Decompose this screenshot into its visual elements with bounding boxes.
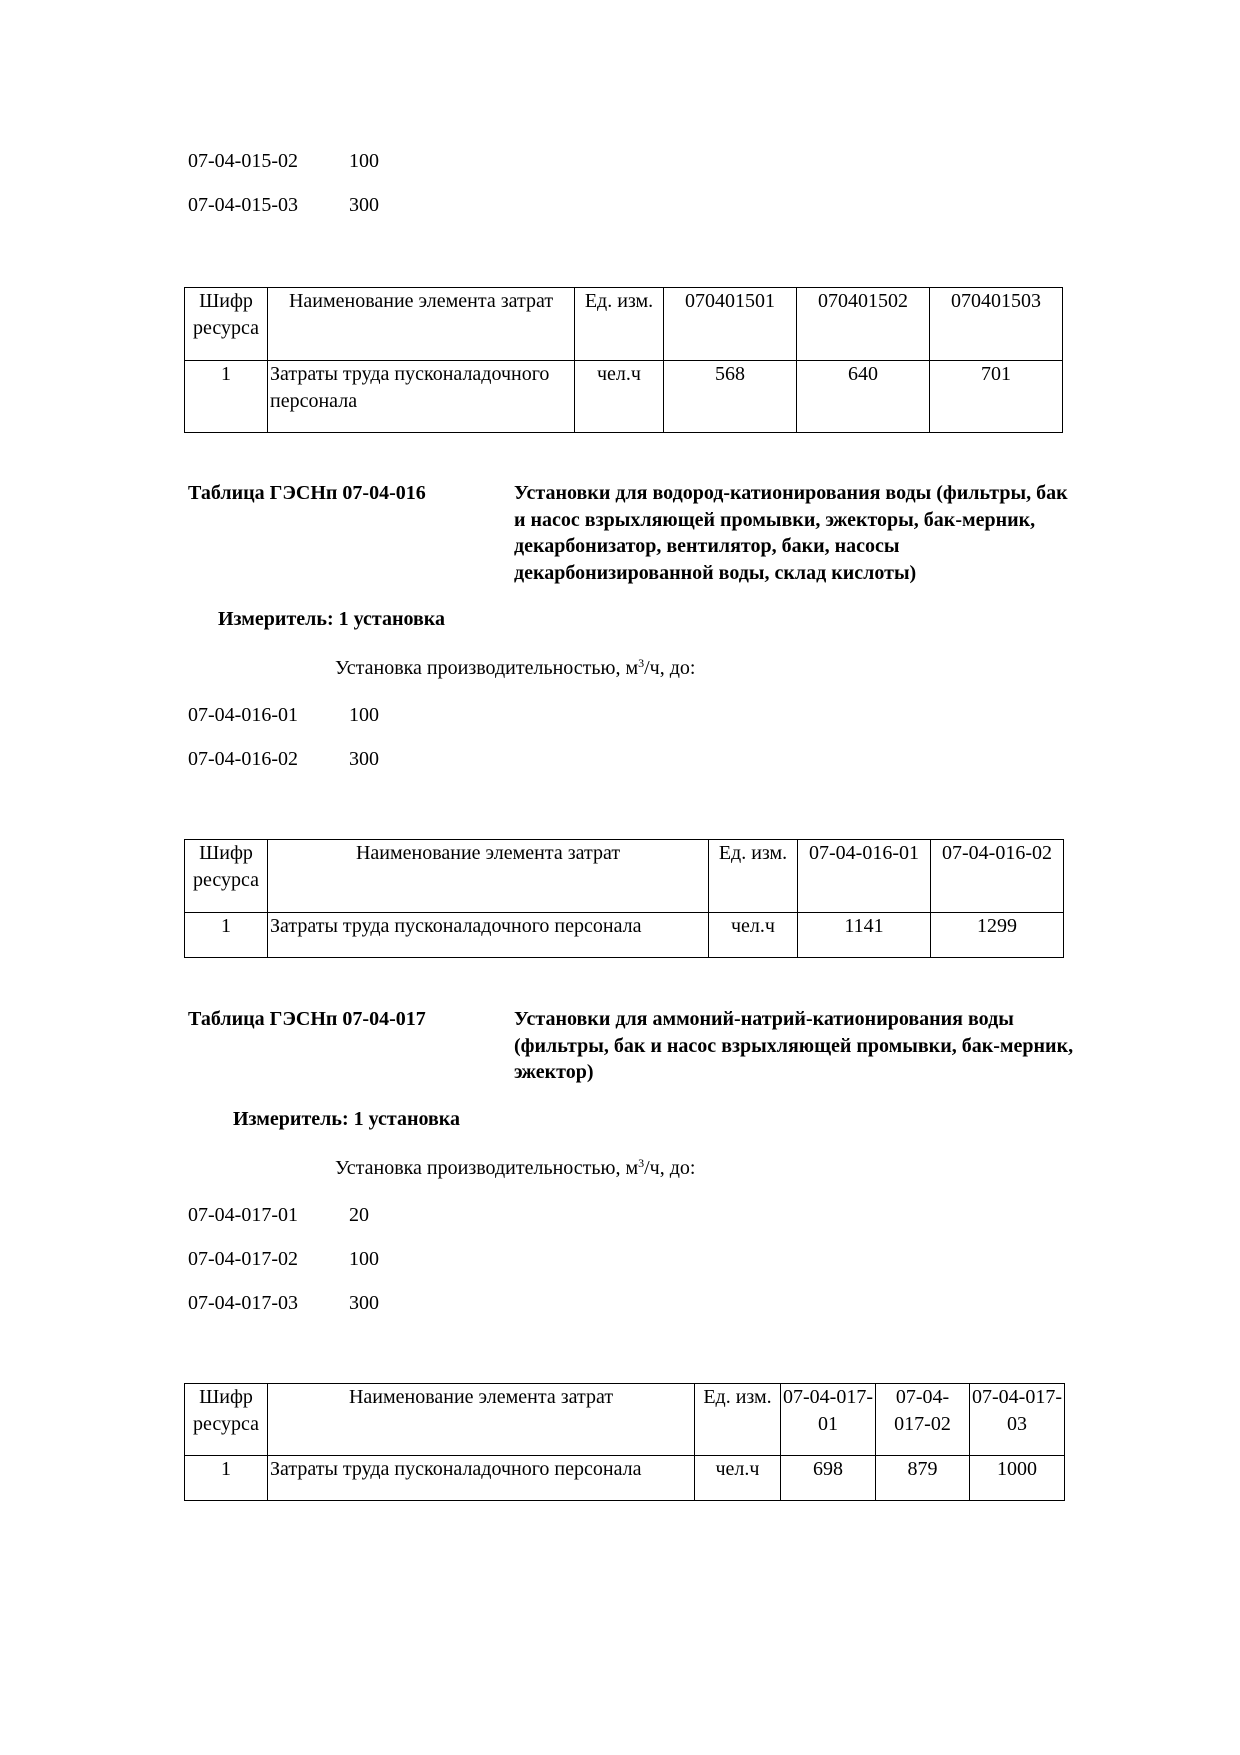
table-header-row (185, 840, 1064, 913)
table-cell: чел.ч (695, 1456, 781, 1501)
header-cell: 070401503 (930, 288, 1063, 361)
code-value: 100 (349, 150, 379, 172)
capacity-caption: Установка производительностью, $м^3/ч$, до: (335, 656, 696, 679)
header-cell: 070401502 (797, 288, 930, 361)
cost-table-015 (184, 287, 1063, 433)
code-value: 300 (349, 194, 379, 216)
code-value: 300 (349, 1292, 379, 1314)
table-cell: Затраты труда пусконаладочного персонала (268, 361, 575, 433)
section-title: Установки для аммоний-натрий-катионирования воды (фильтры, бак и насос взрыхляющей промывки, бак-мерник, эжектор) (514, 1008, 1074, 1083)
table-cell: 1299 (931, 913, 1064, 958)
table-cell: 1141 (798, 913, 931, 958)
code-value: 100 (349, 704, 379, 726)
table-cell: 1 (185, 913, 268, 958)
code-value: 20 (349, 1204, 369, 1226)
header-cell: 07-04-016-02 (931, 840, 1064, 913)
table-cell: чел.ч (575, 361, 664, 433)
header-cell: Шифр ресурса (185, 288, 268, 361)
code-item: 07-04-017-03 (188, 1292, 298, 1314)
table-cell: 1 (185, 361, 268, 433)
code-item: 07-04-016-02 (188, 748, 298, 770)
code-value: 100 (349, 1248, 379, 1270)
header-cell: 07-04-017-01 (781, 1384, 876, 1456)
header-cell: Шифр ресурса (185, 840, 268, 913)
header-cell: 07-04-016-01 (798, 840, 931, 913)
table-cell: 698 (781, 1456, 876, 1501)
code-item: 07-04-017-01 (188, 1204, 298, 1226)
header-cell: Наименование элемента затрат (268, 1384, 695, 1456)
code-item: 07-04-017-02 (188, 1248, 298, 1270)
table-cell: Затраты труда пусконаладочного персонала (268, 1456, 695, 1501)
table-cell: Затраты труда пусконаладочного персонала (268, 913, 709, 958)
table-cell: 701 (930, 361, 1063, 433)
header-cell: 07-04-017-03 (970, 1384, 1065, 1456)
header-cell: Ед. изм. (575, 288, 664, 361)
capacity-caption: Установка производительностью, $м^3/ч$, до: (335, 1156, 696, 1179)
code-item: 07-04-015-03 (188, 194, 298, 216)
header-cell: Наименование элемента затрат (268, 288, 575, 361)
cost-table-016 (184, 839, 1064, 958)
header-cell: 070401501 (664, 288, 797, 361)
table-row (185, 361, 1063, 433)
table-cell: 879 (876, 1456, 970, 1501)
code-item: 07-04-016-01 (188, 704, 298, 726)
table-label: Таблица ГЭСНп 07-04-016 (188, 482, 426, 504)
header-cell: 07-04-017-02 (876, 1384, 970, 1456)
table-label: Таблица ГЭСНп 07-04-017 (188, 1008, 426, 1030)
table-cell: 1000 (970, 1456, 1065, 1501)
header-cell: Наименование элемента затрат (268, 840, 709, 913)
table-row (185, 1456, 1065, 1501)
table-header-row (185, 1384, 1065, 1456)
header-cell: Ед. изм. (709, 840, 798, 913)
code-value: 300 (349, 748, 379, 770)
header-cell: Шифр ресурса (185, 1384, 268, 1456)
code-item: 07-04-015-02 (188, 150, 298, 172)
table-cell: 1 (185, 1456, 268, 1501)
measurer: Измеритель: 1 установка (218, 608, 445, 630)
cost-table-017 (184, 1383, 1065, 1501)
table-row (185, 913, 1064, 958)
table-header-row (185, 288, 1063, 361)
header-cell: Ед. изм. (695, 1384, 781, 1456)
table-cell: 568 (664, 361, 797, 433)
table-cell: 640 (797, 361, 930, 433)
table-cell: чел.ч (709, 913, 798, 958)
measurer: Измеритель: 1 установка (233, 1108, 460, 1130)
section-title: Установки для водород-катионирования воды (фильтры, бак и насос взрыхляющей промывки, эжекторы, бак-мерник, декарбонизатор, вентилятор, баки, насосы декарбонизированной воды, склад кислоты) (514, 482, 1068, 584)
